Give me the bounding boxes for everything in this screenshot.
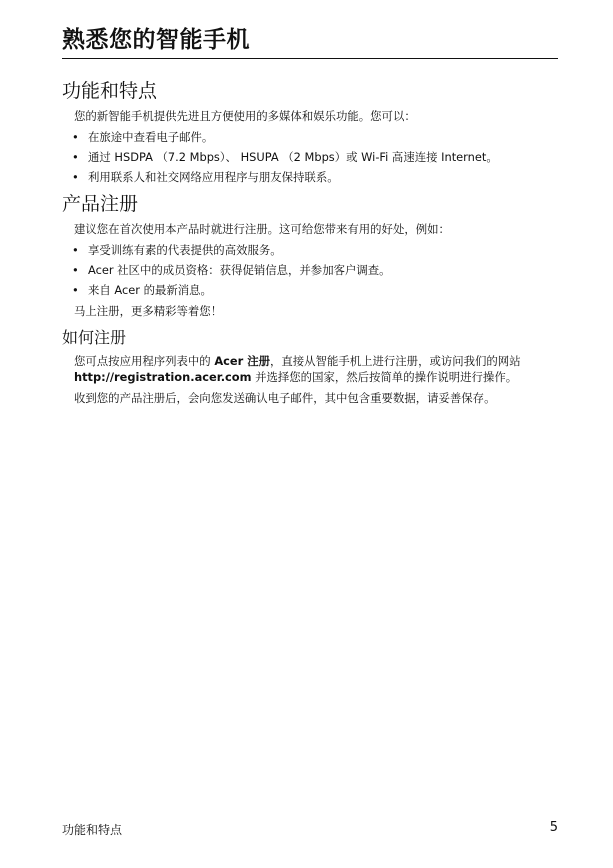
page-number: 5 [549,820,558,835]
bullet-icon: • [72,243,79,257]
bullet-icon: • [72,130,79,144]
confirmation-paragraph: 收到您的产品注册后，会向您发送确认电子邮件，其中包含重要数据，请妥善保存。 [74,391,496,405]
list-item: • Acer 社区中的成员资格：获得促销信息，并参加客户调查。 [72,263,391,277]
features-intro: 您的新智能手机提供先进且方便使用的多媒体和娱乐功能。您可以： [74,109,416,123]
section-heading-registration: 产品注册 [62,193,139,215]
bullet-icon: • [72,150,79,164]
registration-url: http://registration.acer.com [74,370,252,384]
list-item: • 享受训练有素的代表提供的高效服务。 [72,243,282,257]
registration-benefits-list [62,242,558,298]
subsection-heading-how-to-register: 如何注册 [62,328,127,347]
bullet-icon: • [72,263,79,277]
page-title: 熟悉您的智能手机 [62,25,558,59]
features-list [62,129,558,185]
section-heading-features: 功能和特点 [62,80,158,102]
how-to-register-paragraph: 您可点按应用程序列表中的 Acer 注册，直接从智能手机上进行注册，或访问我们的网站 http://registration.acer.com 并选择您的国家，然后按简单的操作说明进行操作。 [74,354,521,384]
footer-section-name: 功能和特点 [62,823,123,837]
list-item: • 通过 HSDPA （7.2 Mbps）、 HSUPA （2 Mbps）或 Wi-Fi 高速连接 Internet。 [72,150,498,164]
registration-intro: 建议您在首次使用本产品时就进行注册。这可给您带来有用的好处，例如： [74,222,450,236]
list-item: • 来自 Acer 的最新消息。 [72,283,212,297]
list-item: • 在旅途中查看电子邮件。 [72,130,214,144]
bullet-icon: • [72,283,79,297]
bullet-icon: • [72,170,79,184]
registration-closing: 马上注册，更多精彩等着您！ [74,304,223,318]
list-item: • 利用联系人和社交网络应用程序与朋友保持联系。 [72,170,339,184]
main-content [62,79,558,411]
acer-registration-app-name: Acer 注册 [214,354,270,368]
